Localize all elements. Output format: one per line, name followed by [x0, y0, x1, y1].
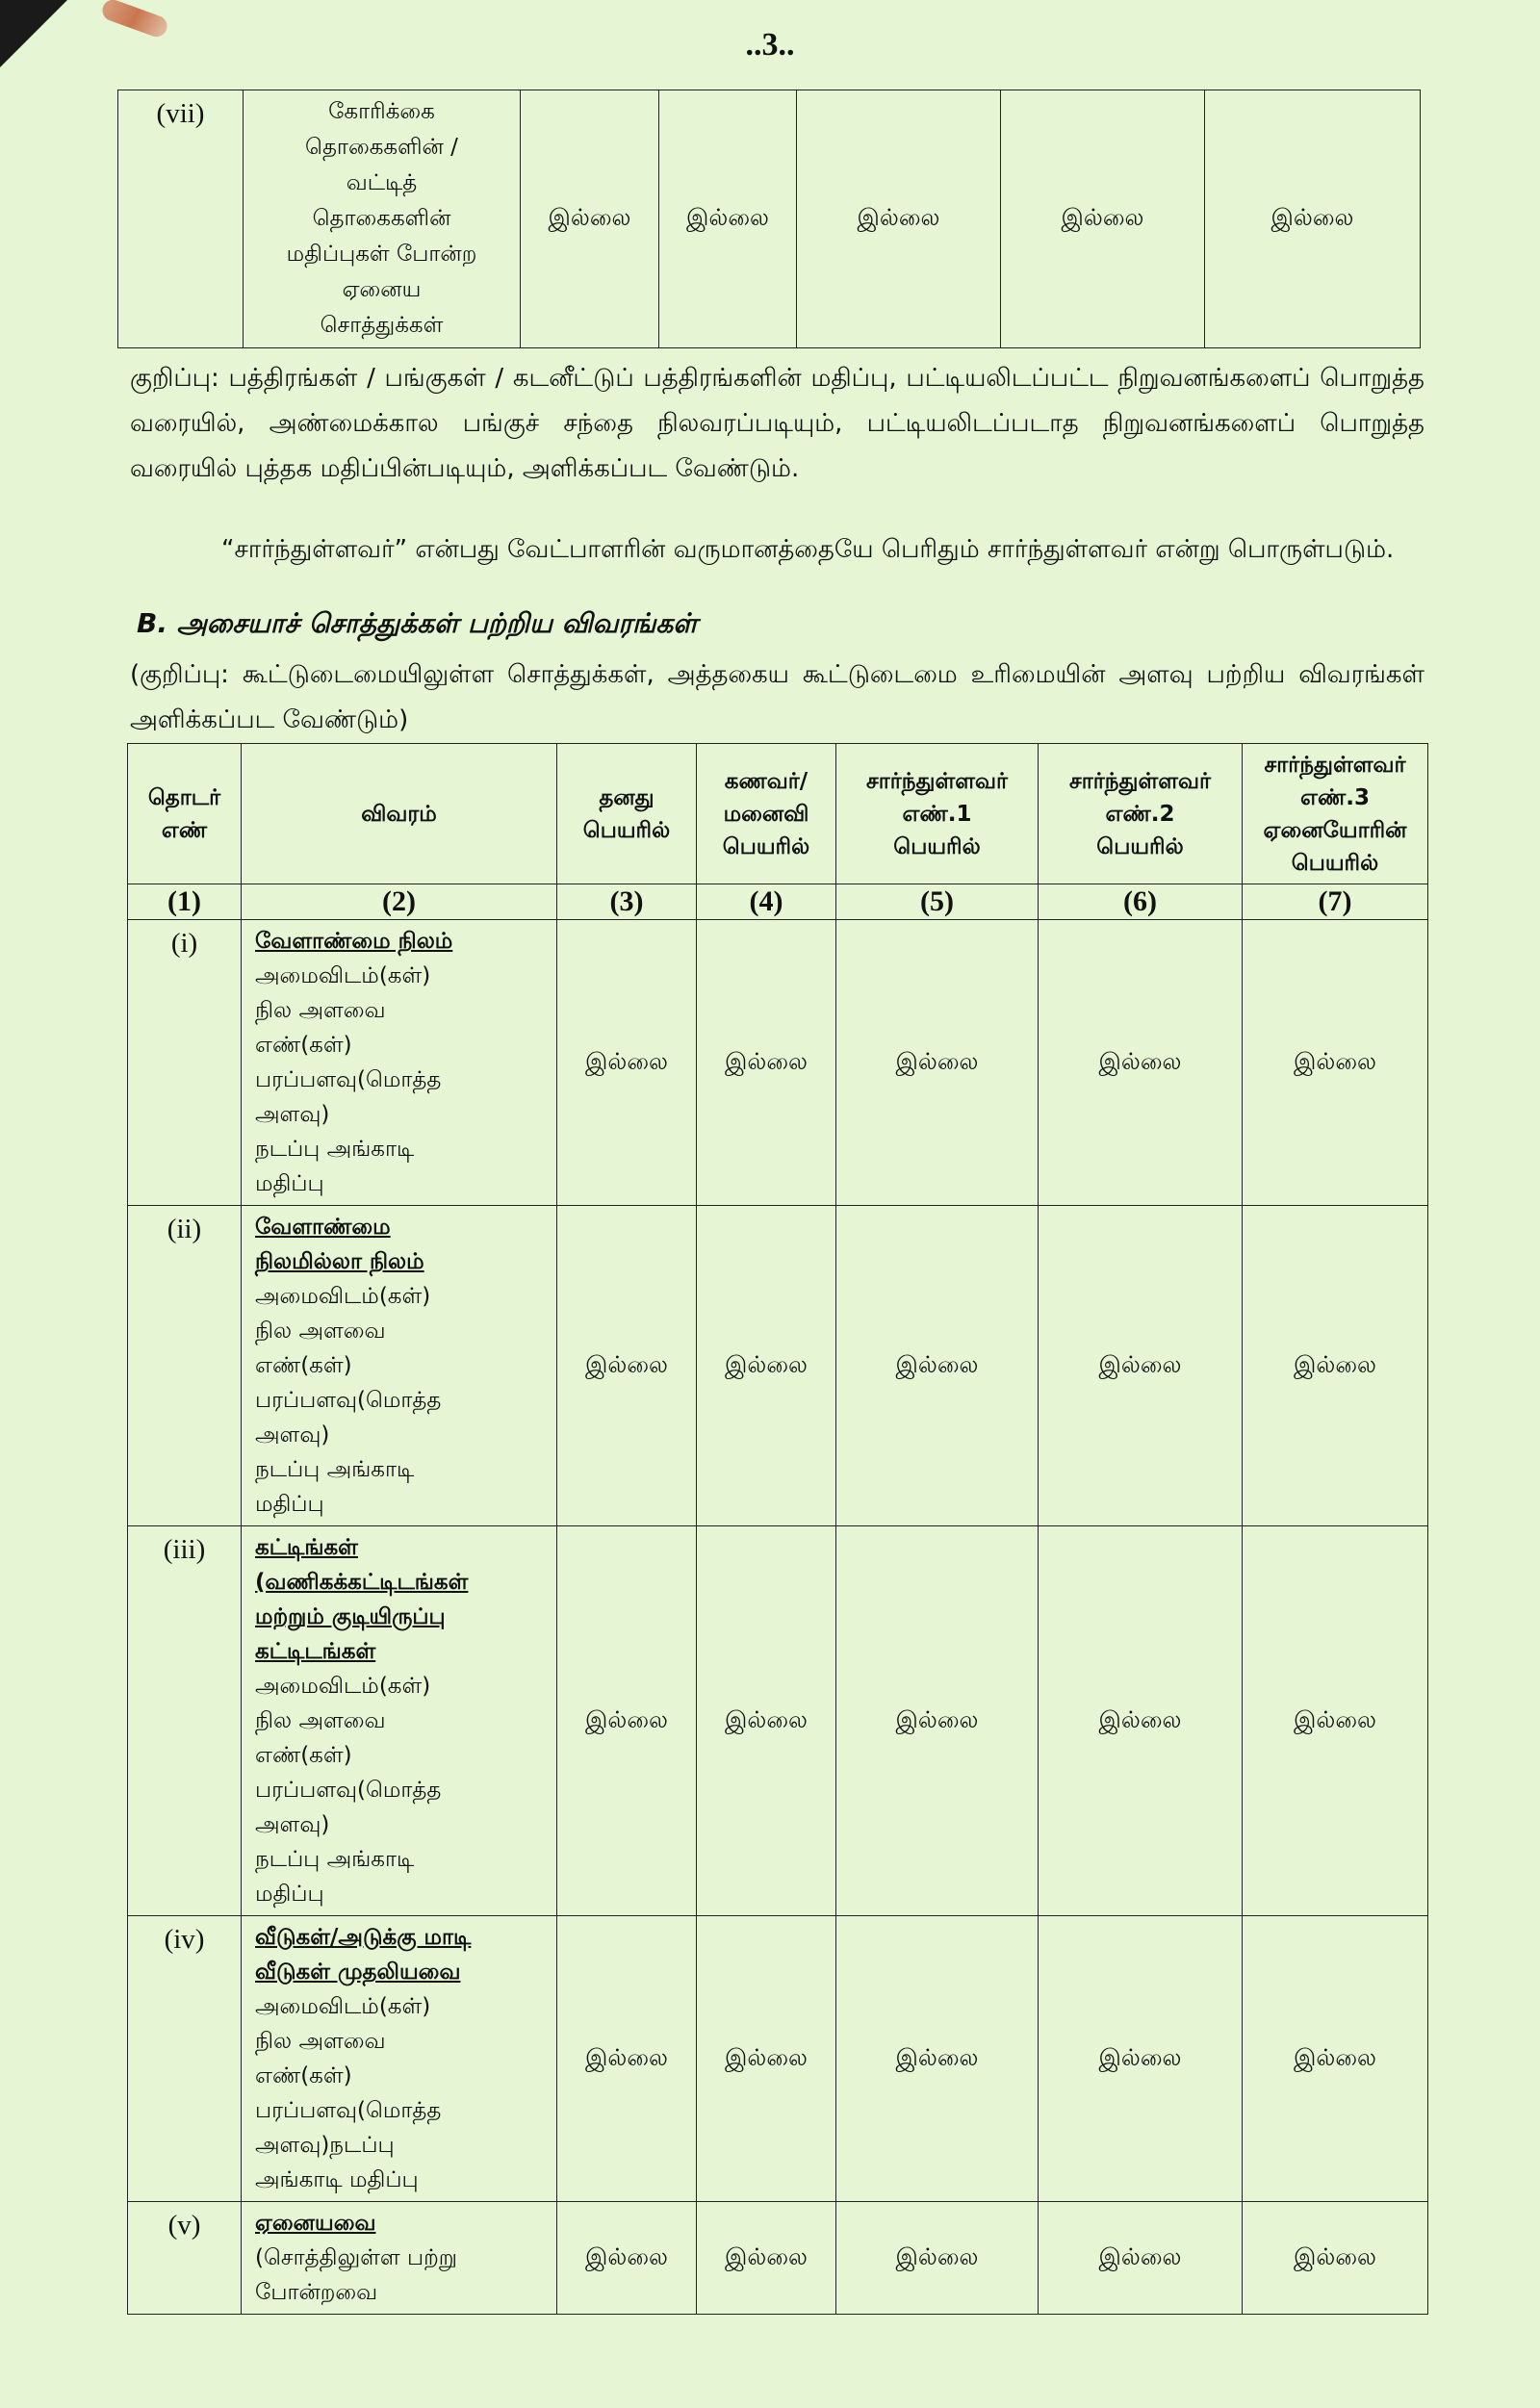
table-row — [128, 1526, 1428, 1916]
asset-heading: கட்டிடங்கள் — [255, 1639, 376, 1664]
header-line: எண்.3 — [1300, 784, 1370, 810]
header-line: சார்ந்துள்ளவர் — [1068, 768, 1211, 794]
value-cell: இல்லை — [697, 1206, 836, 1526]
asset-heading: வேளாண்மை — [255, 1215, 391, 1240]
value-cell: இல்லை — [1243, 1526, 1428, 1916]
detail-line: அமைவிடம்(கள்) — [255, 1284, 431, 1309]
value-cell: இல்லை — [1243, 920, 1428, 1206]
header-line: பெயரில் — [893, 833, 981, 859]
column-number-row — [128, 884, 1428, 920]
header-row — [128, 744, 1428, 884]
detail-line: அளவு) — [255, 1102, 330, 1127]
detail-line: மதிப்பு — [255, 1171, 324, 1196]
header-line: ஏனையோரின் — [1263, 817, 1407, 843]
header-line: கணவர்/ — [724, 768, 808, 794]
detail-line: அளவு) — [255, 1812, 330, 1837]
column-header — [697, 744, 836, 884]
description-line: சொத்துக்கள் — [320, 313, 444, 338]
description-line: கோரிக்கை — [328, 99, 435, 124]
value-cell: இல்லை — [836, 2202, 1039, 2315]
table-row — [128, 1206, 1428, 1526]
serial-number: (i) — [128, 920, 242, 1206]
section-b-title: B. அசையாச் சொத்துக்கள் பற்றிய விவரங்கள் — [137, 607, 698, 639]
value-cell: இல்லை — [697, 1526, 836, 1916]
detail-line: அமைவிடம்(கள்) — [255, 1674, 431, 1699]
header-line: எண்.2 — [1105, 801, 1175, 827]
table-row — [128, 1916, 1428, 2202]
value-cell: இல்லை — [797, 90, 1001, 348]
column-number: (1) — [128, 884, 242, 920]
serial-number: (ii) — [128, 1206, 242, 1526]
header-line: தனது — [599, 784, 654, 810]
header-line: பெயரில் — [582, 817, 671, 843]
value-cell: இல்லை — [557, 2202, 697, 2315]
asset-heading: வீடுகள்/அடுக்கு மாடி — [255, 1925, 472, 1950]
value-cell: இல்லை — [1243, 1916, 1428, 2202]
asset-heading: வேளாண்மை நிலம் — [255, 929, 453, 954]
value-cell: இல்லை — [1039, 920, 1243, 1206]
description-line: ஏனைய — [342, 277, 422, 302]
value-cell: இல்லை — [521, 90, 659, 348]
detail-line: எண்(கள்) — [255, 1743, 352, 1768]
value-cell: இல்லை — [557, 1206, 697, 1526]
value-cell: இல்லை — [659, 90, 797, 348]
detail-line: நடப்பு அங்காடி — [255, 1457, 415, 1482]
detail-line: அளவு) — [255, 1422, 330, 1447]
value-cell: இல்லை — [1039, 1526, 1243, 1916]
detail-line: (சொத்திலுள்ள பற்று — [255, 2245, 457, 2270]
value-cell: இல்லை — [557, 1526, 697, 1916]
description-line: தொகைகளின் — [312, 206, 451, 231]
table-row — [118, 90, 1421, 348]
column-header — [557, 744, 697, 884]
description-line: வட்டித் — [346, 170, 418, 195]
detail-line: அங்காடி மதிப்பு — [255, 2167, 419, 2192]
header-line: சார்ந்துள்ளவர் — [865, 768, 1008, 794]
column-header — [242, 744, 557, 884]
detail-line: பரப்பளவு(மொத்த — [255, 1388, 442, 1413]
description-cell — [242, 1206, 557, 1526]
header-line: எண்.1 — [902, 801, 972, 827]
detail-line: நில அளவை — [255, 1319, 386, 1344]
value-cell: இல்லை — [1243, 1206, 1428, 1526]
column-number: (6) — [1039, 884, 1243, 920]
description-cell — [242, 920, 557, 1206]
detail-line: நில அளவை — [255, 2029, 386, 2054]
asset-heading: கட்டிங்கள் — [255, 1535, 358, 1560]
value-cell: இல்லை — [836, 1526, 1039, 1916]
header-line: பெயரில் — [722, 833, 810, 859]
page-number: ..3.. — [745, 27, 795, 63]
detail-line: நில அளவை — [255, 1708, 386, 1733]
header-line: மனைவி — [723, 801, 809, 827]
value-cell: இல்லை — [1039, 1206, 1243, 1526]
column-number: (5) — [836, 884, 1039, 920]
value-cell: இல்லை — [836, 920, 1039, 1206]
detail-line: அளவு)நடப்பு — [255, 2133, 395, 2158]
dependent-definition: “சார்ந்துள்ளவர்” என்பது வேட்பாளரின் வருமானத்தையே பெரிதும் சார்ந்துள்ளவர் என்று பொருள்படும். — [221, 535, 1395, 564]
header-line: பெயரில் — [1291, 850, 1379, 876]
detail-line: மதிப்பு — [255, 1492, 324, 1517]
value-cell: இல்லை — [697, 2202, 836, 2315]
detail-line: பரப்பளவு(மொத்த — [255, 2098, 442, 2123]
description-cell — [244, 90, 521, 348]
column-header — [1243, 744, 1428, 884]
value-cell: இல்லை — [1001, 90, 1205, 348]
immovable-assets-table — [127, 743, 1428, 2315]
value-cell: இல்லை — [697, 1916, 836, 2202]
detail-line: மதிப்பு — [255, 1882, 324, 1907]
detail-line: எண்(கள்) — [255, 1033, 352, 1058]
detail-line: அமைவிடம்(கள்) — [255, 1994, 431, 2019]
description-cell — [242, 2202, 557, 2315]
description-cell — [242, 1916, 557, 2202]
serial-number: (vii) — [118, 90, 244, 348]
asset-heading: ஏனையவை — [255, 2211, 376, 2236]
column-header — [128, 744, 242, 884]
header-line: எண் — [161, 817, 208, 843]
detail-line: எண்(கள்) — [255, 2063, 352, 2088]
asset-heading: வீடுகள் முதலியவை — [255, 1960, 461, 1985]
value-cell: இல்லை — [697, 920, 836, 1206]
asset-heading: நிலமில்லா நிலம் — [255, 1249, 424, 1274]
detail-line: அமைவிடம்(கள்) — [255, 963, 431, 988]
column-number: (2) — [242, 884, 557, 920]
value-cell: இல்லை — [836, 1916, 1039, 2202]
description-cell — [242, 1526, 557, 1916]
value-cell: இல்லை — [1243, 2202, 1428, 2315]
value-cell: இல்லை — [1039, 2202, 1243, 2315]
table-row — [128, 920, 1428, 1206]
detail-line: நடப்பு அங்காடி — [255, 1137, 415, 1162]
column-number: (4) — [697, 884, 836, 920]
assets-table-continued — [117, 90, 1421, 348]
column-number: (7) — [1243, 884, 1428, 920]
header-line: பெயரில் — [1096, 833, 1184, 859]
serial-number: (iv) — [128, 1916, 242, 2202]
value-cell: இல்லை — [557, 920, 697, 1206]
column-header — [1039, 744, 1243, 884]
header-line: விவரம் — [361, 801, 437, 827]
asset-heading: மற்றும் குடியிருப்பு — [255, 1604, 446, 1629]
column-header — [836, 744, 1039, 884]
value-cell: இல்லை — [1039, 1916, 1243, 2202]
asset-heading: (வணிகக்கட்டிடங்கள் — [255, 1570, 469, 1595]
table-row — [128, 2202, 1428, 2315]
detail-line: நடப்பு அங்காடி — [255, 1847, 415, 1872]
securities-note: குறிப்பு: பத்திரங்கள் / பங்குகள் / கடனீட்டுப் பத்திரங்களின் மதிப்பு, பட்டியலிடப்பட்ட நிறுவனங்களைப் பொறுத்த வரையில், அண்மைக்கால பங்குச் சந்தை நிலவரப்படியும், பட்டியலிடப்படாத நிறுவனங்களைப் பொறுத்த வரையில் புத்தக மதிப்பின்படியும், அளிக்கப்பட வேண்டும். — [130, 364, 1424, 483]
header-line: சார்ந்துள்ளவர் — [1264, 752, 1406, 778]
serial-number: (v) — [128, 2202, 242, 2315]
value-cell: இல்லை — [557, 1916, 697, 2202]
column-number: (3) — [557, 884, 697, 920]
detail-line: பரப்பளவு(மொத்த — [255, 1067, 442, 1092]
detail-line: எண்(கள்) — [255, 1353, 352, 1378]
value-cell: இல்லை — [1205, 90, 1421, 348]
section-b-note: (குறிப்பு: கூட்டுடைமையிலுள்ள சொத்துக்கள், அத்தகைய கூட்டுடைமை உரிமையின் அளவு பற்றிய விவரங்கள் அளிக்கப்பட வேண்டும்) — [130, 660, 1424, 734]
description-line: மதிப்புகள் போன்ற — [286, 242, 477, 267]
detail-line: பரப்பளவு(மொத்த — [255, 1778, 442, 1803]
header-line: தொடர் — [147, 784, 221, 810]
detail-line: போன்றவை — [255, 2280, 378, 2305]
serial-number: (iii) — [128, 1526, 242, 1916]
detail-line: நில அளவை — [255, 998, 386, 1023]
description-line: தொகைகளின் / — [305, 135, 458, 160]
value-cell: இல்லை — [836, 1206, 1039, 1526]
